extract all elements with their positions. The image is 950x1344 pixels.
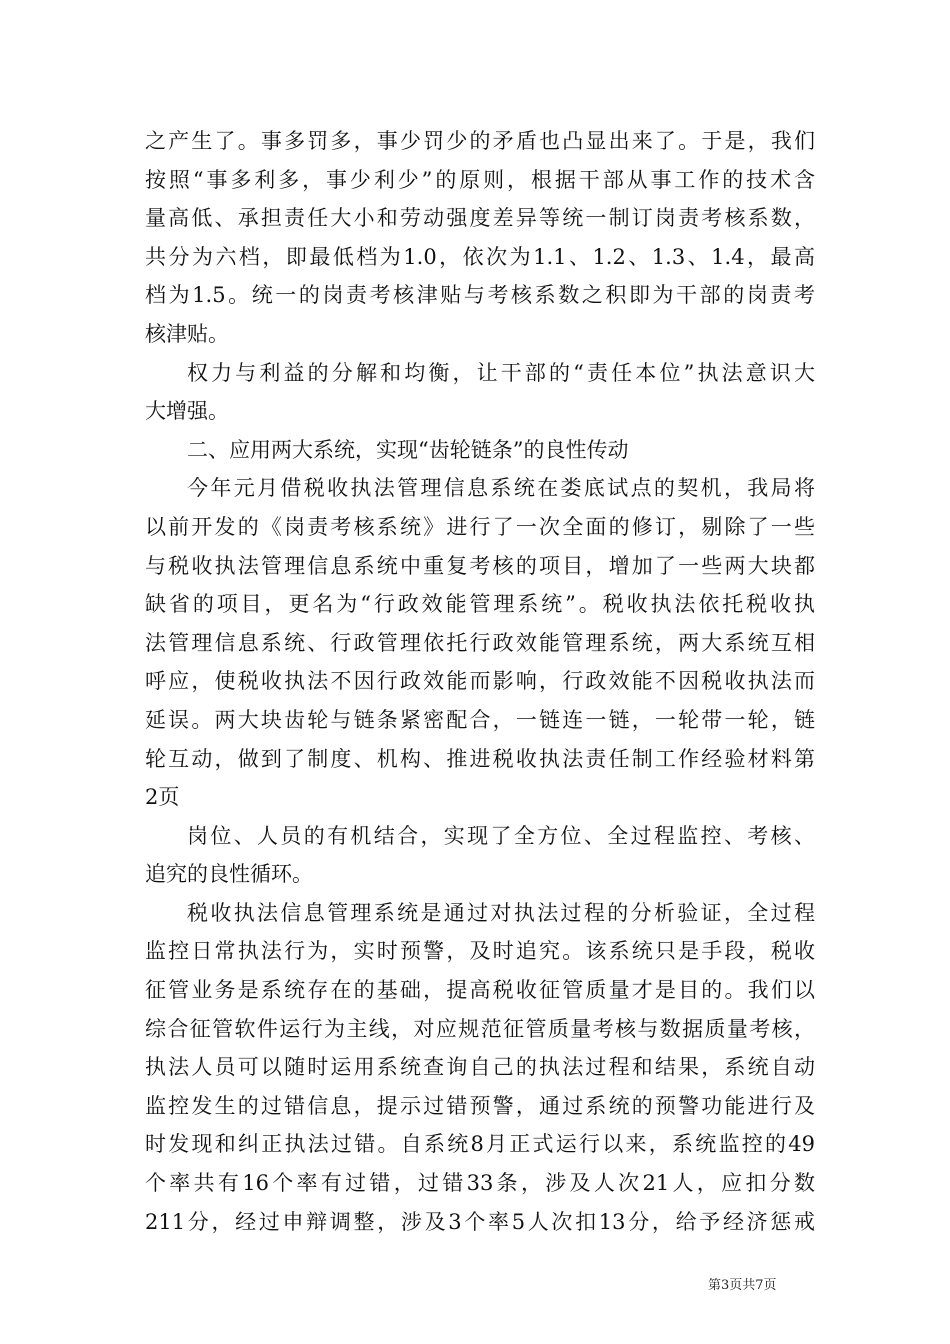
text-line: 2页	[145, 785, 180, 810]
text-line: 量高低、承担责任大小和劳动强度差异等统一制订岗责考核系数，	[145, 206, 815, 231]
section-heading: 二、应用两大系统，实现“齿轮链条”的良性传动	[187, 437, 629, 462]
text-line: 共分为六档，即最低档为1.0，依次为1.1、1.2、1.3、1.4，最高	[145, 244, 815, 269]
text-line: 税收执法信息管理系统是通过对执法过程的分析验证，全过程	[187, 900, 815, 925]
text-line: 呼应，使税收执法不因行政效能而影响，行政效能不因税收执法而	[145, 669, 815, 694]
text-line: 档为1.5。统一的岗责考核津贴与考核系数之积即为干部的岗责考	[145, 283, 815, 308]
text-line: 缺省的项目，更名为“行政效能管理系统”。税收执法依托税收执	[145, 592, 815, 617]
text-line: 今年元月借税收执法管理信息系统在娄底试点的契机，我局将	[187, 476, 815, 501]
text-line: 延误。两大块齿轮与链条紧密配合，一链连一链，一轮带一轮，链	[145, 707, 815, 732]
text-line: 追究的良性循环。	[145, 862, 313, 887]
text-line: 按照“事多利多，事少利少”的原则，根据干部从事工作的技术含	[145, 167, 815, 192]
text-line: 监控发生的过错信息，提示过错预警，通过系统的预警功能进行及	[145, 1093, 815, 1118]
text-line: 轮互动，做到了制度、机构、推进税收执法责任制工作经验材料第	[145, 746, 815, 771]
text-line: 执法人员可以随时运用系统查询自己的执法过程和结果，系统自动	[145, 1055, 815, 1080]
text-line: 个率共有16个率有过错，过错33条，涉及人次21人，应扣分数	[145, 1171, 815, 1196]
text-line: 之产生了。事多罚多，事少罚少的矛盾也凸显出来了。于是，我们	[145, 129, 815, 153]
text-line: 权力与利益的分解和均衡，让干部的“责任本位”执法意识大	[187, 360, 815, 385]
text-line: 法管理信息系统、行政管理依托行政效能管理系统，两大系统互相	[145, 630, 815, 655]
text-line: 时发现和纠正执法过错。自系统8月正式运行以来，系统监控的49	[145, 1132, 815, 1157]
text-line: 大增强。	[145, 399, 229, 424]
body-text	[145, 122, 815, 1241]
text-line: 征管业务是系统存在的基础，提高税收征管质量才是目的。我们以	[145, 978, 815, 1003]
text-line: 以前开发的《岗责考核系统》进行了一次全面的修订，剔除了一些	[145, 514, 815, 539]
text-line: 监控日常执法行为，实时预警，及时追究。该系统只是手段，税收	[145, 939, 815, 964]
text-line: 核津贴。	[145, 321, 229, 346]
text-line: 岗位、人员的有机结合，实现了全方位、全过程监控、考核、	[187, 823, 815, 848]
text-line: 211分，经过申辩调整，涉及3个率5人次扣13分，给予经济惩戒	[145, 1209, 815, 1234]
page-number: 第3页共7页	[708, 1278, 777, 1293]
text-line: 综合征管软件运行为主线，对应规范征管质量考核与数据质量考核，	[145, 1016, 815, 1041]
text-line: 与税收执法管理信息系统中重复考核的项目，增加了一些两大块都	[145, 553, 815, 578]
